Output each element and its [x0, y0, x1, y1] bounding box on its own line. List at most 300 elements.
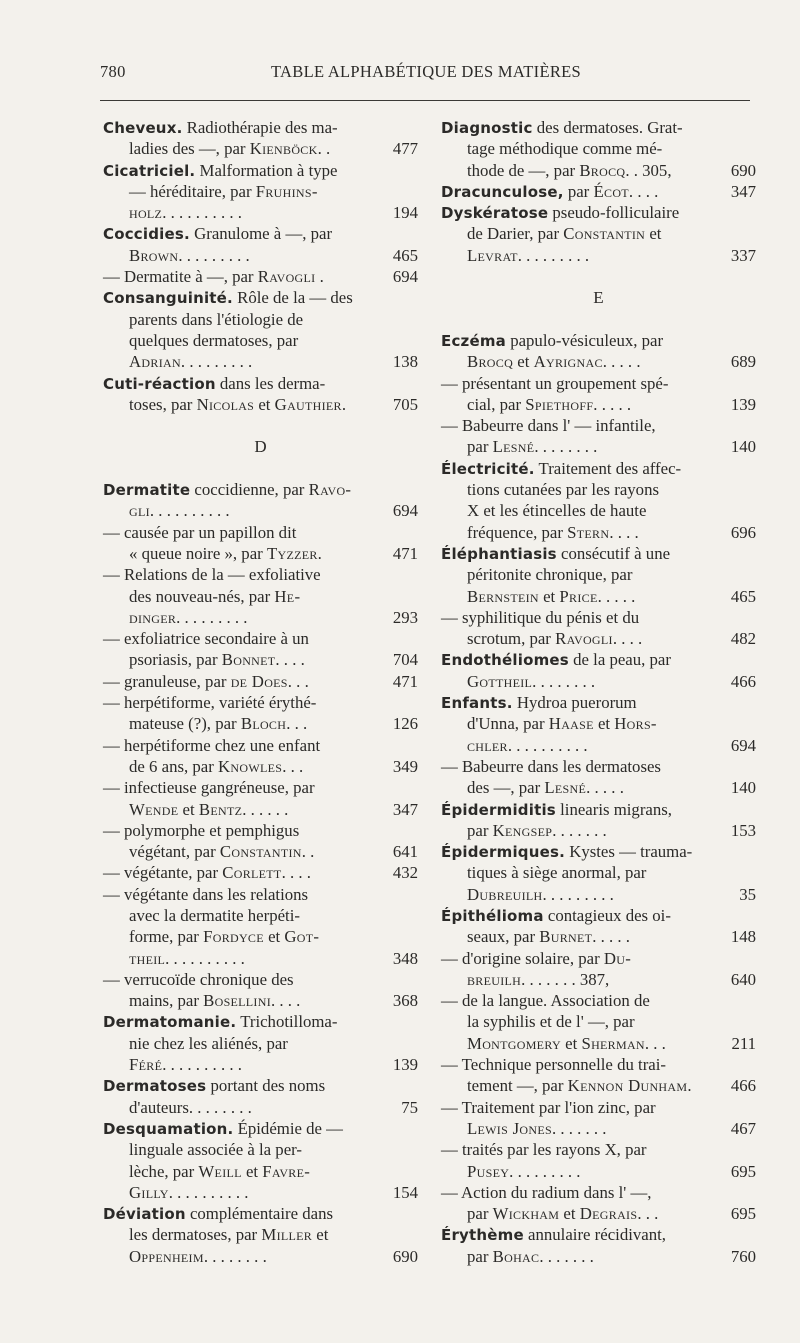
- page-reference: 35: [739, 884, 756, 904]
- entry-text: tions cutanées par les rayons: [467, 480, 659, 500]
- section-letter: E: [593, 288, 604, 308]
- entry-text: — verrucoïde chronique des: [103, 969, 294, 989]
- index-line: [441, 1224, 756, 1245]
- entry-text: et: [560, 1033, 582, 1053]
- index-line: [441, 628, 756, 649]
- index-line: [103, 1075, 418, 1096]
- author-name: Adrian: [129, 352, 181, 372]
- entry-text: et: [263, 927, 285, 947]
- entry-text: la syphilis et de l' —, par: [467, 1012, 635, 1032]
- author-name: Gauthier: [274, 394, 342, 414]
- page-reference: 126: [392, 714, 418, 734]
- entry-text: . .: [317, 139, 331, 159]
- index-line: [103, 500, 418, 521]
- author-name: Écot: [593, 181, 629, 201]
- entry-text: — végétante dans les relations: [103, 884, 309, 904]
- index-line: [103, 1203, 418, 1224]
- author-name: Price: [559, 586, 598, 606]
- author-name: Nicolas: [196, 394, 255, 414]
- entry-text: — Dermatite à —, par: [103, 267, 258, 287]
- index-line: [103, 692, 418, 713]
- page-reference: 465: [392, 245, 418, 265]
- index-line: [441, 373, 756, 394]
- index-line: [441, 586, 756, 607]
- index-line: [441, 415, 756, 436]
- author-name: de Does: [230, 671, 288, 691]
- author-name: theil: [129, 948, 166, 968]
- page-reference: 432: [392, 863, 418, 883]
- entry-text: annulaire récidivant,: [523, 1225, 666, 1245]
- entry-text: . . . . . . . . . .: [149, 501, 230, 521]
- index-line: [441, 202, 756, 223]
- entry-text: papulo-vésiculeux, par: [506, 330, 664, 350]
- author-name: Kennon Dunham: [567, 1076, 688, 1096]
- page-reference: 467: [730, 1118, 756, 1138]
- page-reference: 641: [392, 842, 418, 862]
- index-line: [441, 500, 756, 521]
- entry-text: . . . . . . . . .: [517, 245, 590, 265]
- entry-text: — Action du radium dans l' —,: [441, 1182, 652, 1202]
- entry-keyword: Dermatite: [103, 481, 191, 500]
- author-name: Constantin: [219, 842, 302, 862]
- author-name: Fruhins-: [255, 181, 318, 201]
- entry-text: par: [467, 820, 493, 840]
- page-reference: 704: [392, 650, 418, 670]
- entry-text: . . .: [644, 1033, 666, 1053]
- entry-text: portant des noms: [206, 1076, 326, 1096]
- index-line: [103, 160, 418, 181]
- index-line: [441, 1203, 756, 1224]
- index-line: [441, 245, 756, 266]
- entry-text: . . . . . . .: [539, 1246, 594, 1266]
- entry-keyword: Cheveux.: [103, 119, 183, 137]
- page-reference: 760: [730, 1246, 756, 1266]
- page-reference: 194: [392, 203, 418, 223]
- index-line: [441, 223, 756, 244]
- section-letter: D: [254, 437, 267, 457]
- author-name: Favre-: [262, 1161, 311, 1181]
- author-name: Fordyce: [203, 927, 264, 947]
- author-name: He-: [274, 586, 301, 606]
- entry-text: scrotum, par: [467, 629, 556, 649]
- author-name: Ayrignac: [533, 352, 603, 372]
- page-reference: 695: [730, 1204, 756, 1224]
- index-line: [441, 394, 756, 415]
- index-line: [103, 649, 418, 670]
- page-reference: 348: [392, 948, 418, 968]
- running-title: TABLE ALPHABÉTIQUE DES MATIÈRES: [270, 62, 581, 81]
- entry-text: coccidienne, par: [190, 480, 309, 500]
- entry-text: — polymorphe et pemphigus: [103, 820, 300, 840]
- index-line: [103, 1033, 418, 1054]
- index-line: [103, 607, 418, 628]
- index-line: [103, 735, 418, 756]
- entry-text: . . 305,: [625, 160, 672, 180]
- entry-text: . . . . . . . . . .: [168, 1182, 249, 1202]
- entry-keyword: Cuti-réaction: [103, 374, 216, 393]
- index-line: [103, 628, 418, 649]
- page-reference: 482: [730, 629, 756, 649]
- entry-text: — présentant un groupement spé-: [441, 373, 669, 393]
- entry-text: . . . . . .: [242, 799, 289, 819]
- page-reference: 694: [392, 267, 418, 287]
- page-reference: 347: [730, 181, 756, 201]
- page-reference: 696: [730, 522, 756, 542]
- entry-text: — Technique personnelle du trai-: [441, 1055, 666, 1075]
- author-name: Corlett: [222, 863, 282, 883]
- entry-text: lèche, par: [129, 1161, 199, 1181]
- entry-text: . . . .: [271, 991, 301, 1011]
- entry-text: complémentaire dans: [185, 1204, 334, 1224]
- page-reference: 466: [730, 671, 756, 691]
- entry-text: — herpétiforme chez une enfant: [103, 735, 321, 755]
- entry-text: .: [341, 394, 347, 414]
- index-line: [103, 1097, 418, 1118]
- entry-text: . . . . . . .: [552, 820, 607, 840]
- index-line: [441, 799, 756, 820]
- entry-text: dans les derma-: [215, 373, 326, 393]
- index-line: [441, 1097, 756, 1118]
- entry-text: thode de —, par: [467, 160, 580, 180]
- author-name: Knowles: [218, 756, 283, 776]
- entry-text: des dermatoses. Grat-: [532, 118, 683, 137]
- entry-text: . . .: [287, 671, 309, 691]
- author-name: breuilh: [467, 969, 522, 989]
- entry-text: — héréditaire, par: [129, 181, 256, 201]
- entry-text: et: [645, 224, 662, 244]
- page-reference: 705: [392, 394, 418, 414]
- entry-text: psoriasis, par: [129, 650, 222, 670]
- index-line: [441, 692, 756, 713]
- entry-text: des nouveau-nés, par: [129, 586, 275, 606]
- entry-text: — végétante, par: [103, 863, 223, 883]
- author-name: Gilly: [129, 1182, 169, 1202]
- index-line: [103, 969, 418, 990]
- entry-text: de Darier, par: [467, 224, 564, 244]
- entry-text: forme, par: [129, 927, 204, 947]
- index-line: [441, 351, 756, 372]
- author-name: Degrais: [579, 1204, 638, 1224]
- author-name: Ravogli: [555, 629, 613, 649]
- index-line: [103, 394, 418, 415]
- entry-text: . . . .: [281, 863, 311, 883]
- author-name: Weill: [198, 1161, 242, 1181]
- index-line: [441, 1033, 756, 1054]
- entry-text: linearis migrans,: [555, 799, 672, 819]
- page-reference: 138: [392, 352, 418, 372]
- entry-text: Kystes — trauma-: [565, 842, 693, 862]
- index-line: [441, 181, 756, 202]
- entry-text: consécutif à une: [556, 543, 671, 563]
- entry-text: et: [254, 394, 275, 414]
- author-name: Got-: [284, 927, 320, 947]
- author-name: Bohac: [492, 1246, 540, 1266]
- entry-text: — syphilitique du pénis et du: [441, 607, 640, 627]
- page-number: 780: [100, 62, 126, 81]
- index-line: [103, 564, 418, 585]
- index-line: [441, 1139, 756, 1160]
- index-line: [103, 586, 418, 607]
- entry-text: . . . . .: [586, 778, 624, 798]
- entry-text: . . . . .: [602, 352, 641, 372]
- index-line: [103, 1161, 418, 1182]
- author-name: Féré: [129, 1055, 163, 1075]
- index-line: [103, 266, 418, 287]
- entry-text: quelques dermatoses, par: [129, 330, 299, 350]
- page-reference: 471: [392, 671, 418, 691]
- index-line: [441, 330, 756, 351]
- entry-text: . . . . . . . .: [532, 671, 596, 691]
- entry-text: des —, par: [467, 778, 545, 798]
- page-reference: 139: [730, 394, 756, 414]
- entry-text: avec la dermatite herpéti-: [129, 905, 300, 925]
- entry-text: nie chez les aliénés, par: [129, 1033, 288, 1053]
- entry-text: cial, par: [467, 394, 526, 414]
- index-line: [103, 820, 418, 841]
- author-name: Brocq: [467, 352, 514, 372]
- index-line: [441, 990, 756, 1011]
- entry-text: . . . . . . . . . .: [162, 203, 242, 223]
- entry-text: . . . .: [275, 650, 305, 670]
- entry-text: pseudo-folliculaire: [548, 203, 680, 223]
- entry-text: par: [467, 1246, 493, 1266]
- author-name: Lewis Jones: [467, 1118, 552, 1138]
- entry-text: . . . . . . . . .: [180, 352, 253, 372]
- entry-text: mains, par: [129, 991, 204, 1011]
- index-line: [441, 841, 756, 862]
- author-name: Bosellini: [203, 991, 271, 1011]
- author-name: Tyzzer: [266, 543, 318, 563]
- author-name: Bentz: [198, 799, 243, 819]
- index-line: [103, 522, 418, 543]
- entry-keyword: Consanguinité.: [103, 289, 233, 308]
- author-name: Pusey: [467, 1161, 510, 1181]
- index-line: [441, 522, 756, 543]
- entry-keyword: Épithélioma: [441, 906, 544, 925]
- entry-text: — infectieuse gangréneuse, par: [103, 778, 315, 798]
- entry-text: — d'origine solaire, par: [441, 948, 604, 968]
- entry-keyword: Épidermiditis: [441, 800, 556, 819]
- entry-text: — Relations de la — exfoliative: [103, 565, 321, 585]
- index-line: [103, 1118, 418, 1139]
- entry-text: et: [538, 586, 560, 606]
- index-line: [103, 351, 418, 372]
- index-line: [103, 287, 418, 308]
- entry-text: Épidémie de —: [233, 1118, 343, 1138]
- entry-keyword: Eczéma: [441, 331, 506, 350]
- entry-text: . . . . . . . . . .: [507, 735, 588, 755]
- entry-text: . . . . .: [592, 927, 630, 947]
- entry-text: Granulome à —, par: [189, 224, 333, 244]
- index-line: [103, 926, 418, 947]
- entry-text: tiques à siège anormal, par: [467, 863, 647, 883]
- index-line: [441, 713, 756, 734]
- index-line: [103, 373, 418, 394]
- author-name: Kengsep: [492, 820, 553, 840]
- entry-keyword: Dracunculose,: [441, 182, 564, 201]
- index-line: [103, 245, 418, 266]
- index-line: [103, 1246, 418, 1267]
- author-name: Constantin: [563, 224, 646, 244]
- author-name: Bonnet: [221, 650, 276, 670]
- entry-keyword: Éléphantiasis: [441, 544, 557, 563]
- page-reference: 148: [730, 927, 756, 947]
- index-line: [441, 1075, 756, 1096]
- entry-text: . . . . . . . .: [534, 437, 598, 457]
- entry-text: . . . . . . . . .: [509, 1161, 581, 1181]
- author-name: Hors-: [614, 714, 657, 734]
- author-name: Miller: [261, 1225, 313, 1245]
- entry-keyword: Dermatoses: [103, 1077, 207, 1096]
- index-line: [103, 756, 418, 777]
- entry-text: Malformation à type: [195, 160, 338, 180]
- index-line: [103, 1139, 418, 1160]
- entry-text: . . . . . . . . .: [178, 245, 250, 265]
- entry-text: « queue noire », par: [129, 543, 267, 563]
- author-name: Lesné: [544, 778, 587, 798]
- entry-text: et: [559, 1204, 580, 1224]
- entry-text: .: [315, 267, 324, 287]
- entry-text: Trichotilloma-: [236, 1012, 338, 1032]
- entry-text: et: [241, 1161, 263, 1181]
- entry-text: — herpétiforme, variété érythé-: [103, 693, 317, 713]
- index-line: [103, 905, 418, 926]
- page-reference: 153: [730, 820, 756, 840]
- entry-text: . .: [301, 842, 315, 862]
- entry-keyword: Coccidies.: [103, 225, 190, 244]
- entry-keyword: Dyskératose: [441, 204, 549, 223]
- index-line: [103, 713, 418, 734]
- page-reference: 694: [730, 735, 756, 755]
- page-reference: 337: [730, 245, 756, 265]
- entry-text: ladies des —, par: [129, 139, 250, 159]
- author-name: Du-: [603, 948, 632, 968]
- entry-keyword: Endothéliomes: [441, 651, 569, 670]
- author-name: Stern: [567, 522, 610, 542]
- page-reference: 477: [392, 139, 418, 159]
- index-line: [103, 948, 418, 969]
- index-line: [441, 458, 756, 479]
- page-reference: 211: [731, 1033, 756, 1053]
- entry-text: . . . . . . . . . .: [165, 948, 245, 968]
- index-line: [103, 990, 418, 1011]
- entry-text: Rôle de la — des: [232, 288, 353, 308]
- index-line: [103, 479, 418, 500]
- index-line: [103, 799, 418, 820]
- index-line: [441, 969, 756, 990]
- page-reference: 690: [392, 1246, 418, 1266]
- entry-text: . . .: [637, 1204, 659, 1224]
- author-name: Haase: [548, 714, 594, 734]
- author-name: Oppenheim: [129, 1246, 204, 1266]
- index-line: [441, 649, 756, 670]
- author-name: Ravogli: [257, 267, 316, 287]
- index-line: [441, 436, 756, 457]
- index-line: [103, 777, 418, 798]
- entry-keyword: Desquamation.: [103, 1119, 234, 1138]
- index-line: [441, 138, 756, 159]
- page-reference: 690: [730, 160, 756, 180]
- entry-text: Hydroa puerorum: [512, 693, 637, 713]
- entry-text: . . .: [286, 714, 308, 734]
- index-line: [103, 862, 418, 883]
- entry-text: . . . . . . . . . .: [162, 1055, 242, 1075]
- entry-text: les dermatoses, par: [129, 1225, 262, 1245]
- index-line: [441, 1246, 756, 1267]
- index-line: [441, 1118, 756, 1139]
- entry-text: .: [317, 543, 322, 563]
- entry-text: . . .: [282, 756, 304, 776]
- entry-text: . . . . . . . .: [203, 1246, 267, 1266]
- entry-text: et: [513, 352, 534, 372]
- entry-text: . . . . .: [593, 394, 632, 414]
- index-line: [103, 543, 418, 564]
- entry-text: et: [312, 1225, 329, 1245]
- index-line: [441, 820, 756, 841]
- entry-text: mateuse (?), par: [129, 714, 241, 734]
- page-reference: 75: [401, 1097, 418, 1117]
- index-line: [441, 777, 756, 798]
- entry-text: et: [593, 714, 615, 734]
- index-line: [103, 117, 418, 138]
- page-reference: 368: [392, 991, 418, 1011]
- page-reference: 465: [730, 586, 756, 606]
- entry-text: d'Unna, par: [467, 714, 549, 734]
- author-name: holz: [129, 203, 163, 223]
- entry-text: tement —, par: [467, 1076, 568, 1096]
- entry-text: seaux, par: [467, 927, 540, 947]
- entry-text: par: [563, 181, 594, 201]
- index-line: [441, 1182, 756, 1203]
- entry-text: toses, par: [129, 394, 197, 414]
- author-name: Brocq: [579, 160, 626, 180]
- entry-text: — causée par un papillon dit: [103, 522, 297, 542]
- author-name: Kienböck: [249, 139, 318, 159]
- entry-text: — Traitement par l'ion zinc, par: [441, 1097, 656, 1117]
- index-line: [441, 926, 756, 947]
- page-reference: 349: [392, 756, 418, 776]
- entry-text: tage méthodique comme mé-: [467, 139, 663, 159]
- author-name: dinger: [129, 607, 177, 627]
- index-column-right: [441, 117, 756, 1267]
- author-name: Burnet: [539, 927, 593, 947]
- entry-text: X et les étincelles de haute: [467, 501, 647, 521]
- index-line: [441, 1054, 756, 1075]
- entry-text: linguale associée à la per-: [129, 1140, 302, 1160]
- author-name: Ravo-: [308, 480, 352, 500]
- index-line: [103, 309, 418, 330]
- entry-text: végétant, par: [129, 842, 220, 862]
- entry-text: . . . .: [609, 522, 639, 542]
- entry-keyword: Dermatomanie.: [103, 1013, 237, 1032]
- index-line: [441, 160, 756, 181]
- author-name: gli: [129, 501, 150, 521]
- entry-text: . . . .: [612, 629, 643, 649]
- index-column-left: [103, 117, 418, 1267]
- index-line: [441, 543, 756, 564]
- page-reference: 466: [730, 1076, 756, 1096]
- entry-text: de 6 ans, par: [129, 756, 219, 776]
- index-line: [441, 564, 756, 585]
- author-name: Dubreuilh: [467, 884, 543, 904]
- entry-text: Radiothérapie des ma-: [182, 118, 338, 137]
- page-reference: 139: [392, 1055, 418, 1075]
- entry-keyword: Déviation: [103, 1205, 186, 1224]
- page-reference: 154: [392, 1182, 418, 1202]
- author-name: Wickham: [492, 1204, 560, 1224]
- author-name: Levrat: [467, 245, 518, 265]
- entry-text: . . . . . . . . .: [542, 884, 614, 904]
